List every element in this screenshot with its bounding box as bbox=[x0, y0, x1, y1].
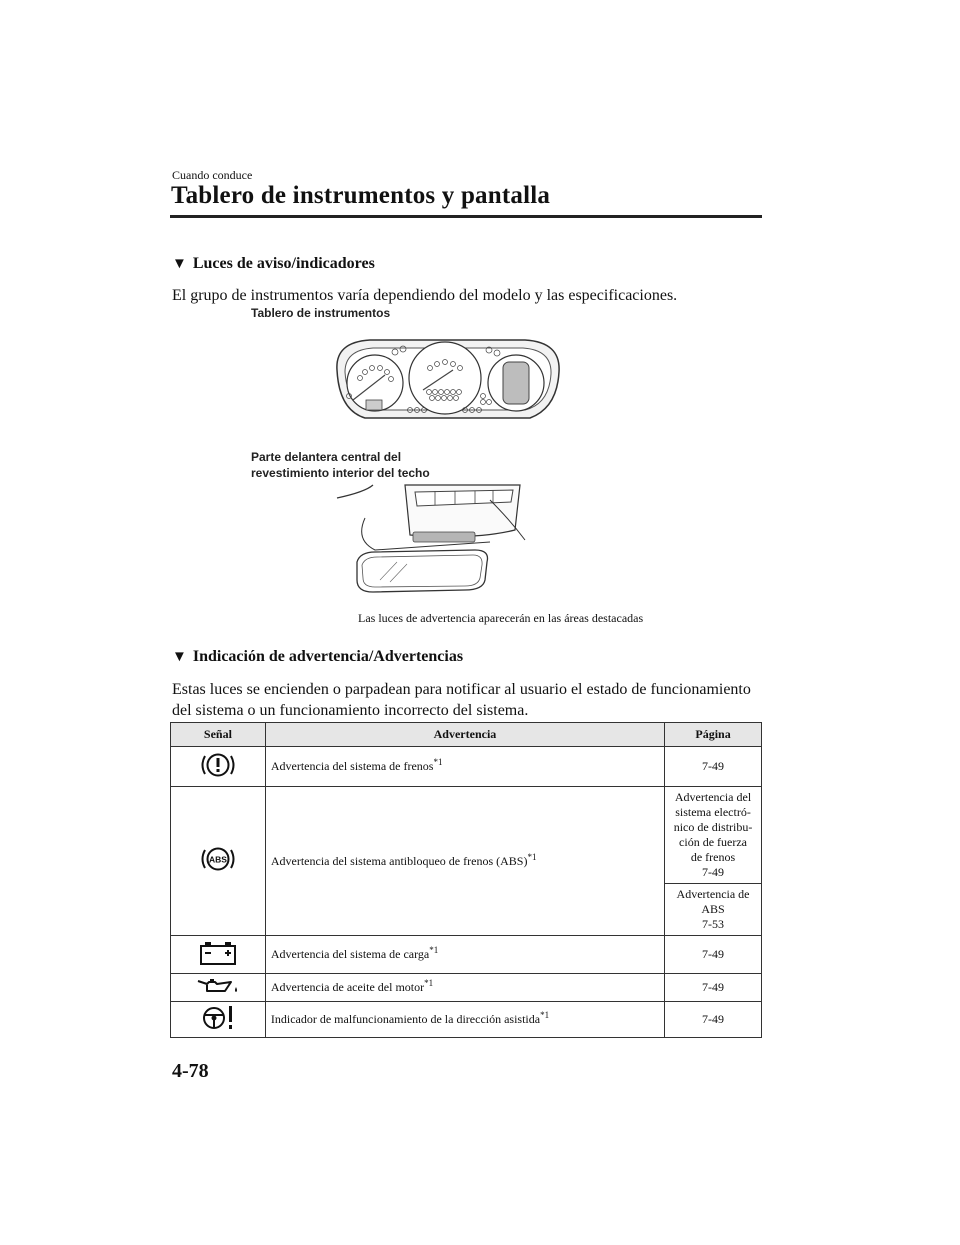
section-body-line2: del sistema o un funcionamiento incorrecto del sistema. bbox=[172, 702, 529, 719]
page-ref-line: 7-53 bbox=[702, 917, 725, 931]
section-heading-warning-lights bbox=[172, 255, 375, 273]
page-ref-line: Advertencia de bbox=[676, 887, 750, 901]
warning-text: Advertencia del sistema de carga bbox=[270, 947, 430, 961]
triangle-down-icon: ▼ bbox=[172, 256, 187, 272]
figure-label-ceiling-line1: Parte delantera central del bbox=[251, 450, 402, 464]
figure-label-ceiling-line2: revestimiento interior del techo bbox=[251, 466, 430, 480]
section-body-warnings bbox=[172, 679, 762, 721]
svg-text:ABS: ABS bbox=[208, 854, 227, 865]
column-header-signal: Señal bbox=[171, 723, 266, 747]
signal-cell bbox=[171, 936, 266, 974]
column-header-warning: Advertencia bbox=[265, 723, 664, 747]
page-ref-line: ABS bbox=[701, 902, 725, 916]
warning-cell bbox=[265, 747, 664, 787]
signal-cell bbox=[171, 787, 266, 936]
warning-text: Advertencia del sistema de frenos bbox=[270, 759, 434, 773]
footnote-marker: *1 bbox=[424, 978, 434, 988]
section-body: El grupo de instrumentos varía dependiendo del modelo y las especificaciones. bbox=[172, 287, 678, 304]
page-ref-line: ción de fuerza bbox=[679, 835, 748, 849]
footnote-marker: *1 bbox=[527, 851, 537, 862]
page-ref-line: sistema electró- bbox=[675, 805, 751, 819]
table-row bbox=[171, 936, 762, 974]
warning-cell bbox=[265, 974, 664, 1002]
page-title: Tablero de instrumentos y pantalla bbox=[171, 182, 551, 209]
table-row bbox=[171, 747, 762, 787]
title-divider bbox=[170, 215, 762, 218]
page-cell bbox=[665, 884, 762, 936]
warning-cell bbox=[265, 936, 664, 974]
battery-charge-icon bbox=[198, 940, 238, 966]
footnote-marker: *1 bbox=[429, 945, 439, 955]
page-ref-line: 7-49 bbox=[702, 865, 725, 879]
signal-cell bbox=[171, 974, 266, 1002]
instrument-cluster-illustration bbox=[325, 330, 570, 425]
footnote-marker: *1 bbox=[540, 1010, 550, 1020]
page-cell bbox=[665, 787, 762, 884]
table-row bbox=[171, 1002, 762, 1038]
signal-cell bbox=[171, 747, 266, 787]
section-heading-text: Luces de aviso/indicadores bbox=[192, 255, 375, 272]
warning-cell bbox=[265, 787, 664, 936]
page-ref-line: de frenos bbox=[690, 850, 736, 864]
figure-caption: Las luces de advertencia aparecerán en las áreas destacadas bbox=[358, 611, 644, 625]
table-row bbox=[171, 787, 762, 884]
page-cell: 7-49 bbox=[665, 1002, 762, 1038]
engine-oil-icon bbox=[195, 976, 241, 996]
section-heading-text: Indicación de advertencia/Advertencias bbox=[192, 648, 464, 665]
table-row bbox=[171, 974, 762, 1002]
page-cell: 7-49 bbox=[665, 974, 762, 1002]
page-cell: 7-49 bbox=[665, 936, 762, 974]
figure-label-cluster: Tablero de instrumentos bbox=[251, 306, 391, 320]
warning-text: Indicador de malfuncionamiento de la dirección asistida bbox=[270, 1012, 541, 1026]
warning-cell bbox=[265, 1002, 664, 1038]
figure-label-ceiling bbox=[251, 449, 430, 481]
page-number: 4-78 bbox=[172, 1060, 209, 1082]
abs-warning-icon bbox=[199, 843, 237, 875]
warning-text: Advertencia de aceite del motor bbox=[270, 980, 425, 994]
overhead-console-illustration bbox=[335, 480, 530, 600]
power-steering-icon bbox=[198, 1003, 238, 1033]
page-ref-line: nico de distribu- bbox=[673, 820, 753, 834]
chapter-label: Cuando conduce bbox=[172, 168, 253, 182]
page-ref-line: Advertencia del bbox=[674, 790, 752, 804]
column-header-page: Página bbox=[665, 723, 762, 747]
brake-warning-icon bbox=[199, 749, 237, 781]
warning-text: Advertencia del sistema antibloqueo de frenos (ABS) bbox=[270, 853, 528, 868]
footnote-marker: *1 bbox=[433, 757, 443, 767]
signal-cell bbox=[171, 1002, 266, 1038]
triangle-down-icon: ▼ bbox=[172, 649, 187, 665]
warning-table bbox=[170, 722, 762, 1038]
page-cell: 7-49 bbox=[665, 747, 762, 787]
section-heading-warnings bbox=[172, 648, 463, 666]
section-body-line1: Estas luces se encienden o parpadean para notificar al usuario el estado de funcionamiento bbox=[172, 681, 751, 698]
table-header-row bbox=[171, 723, 762, 747]
